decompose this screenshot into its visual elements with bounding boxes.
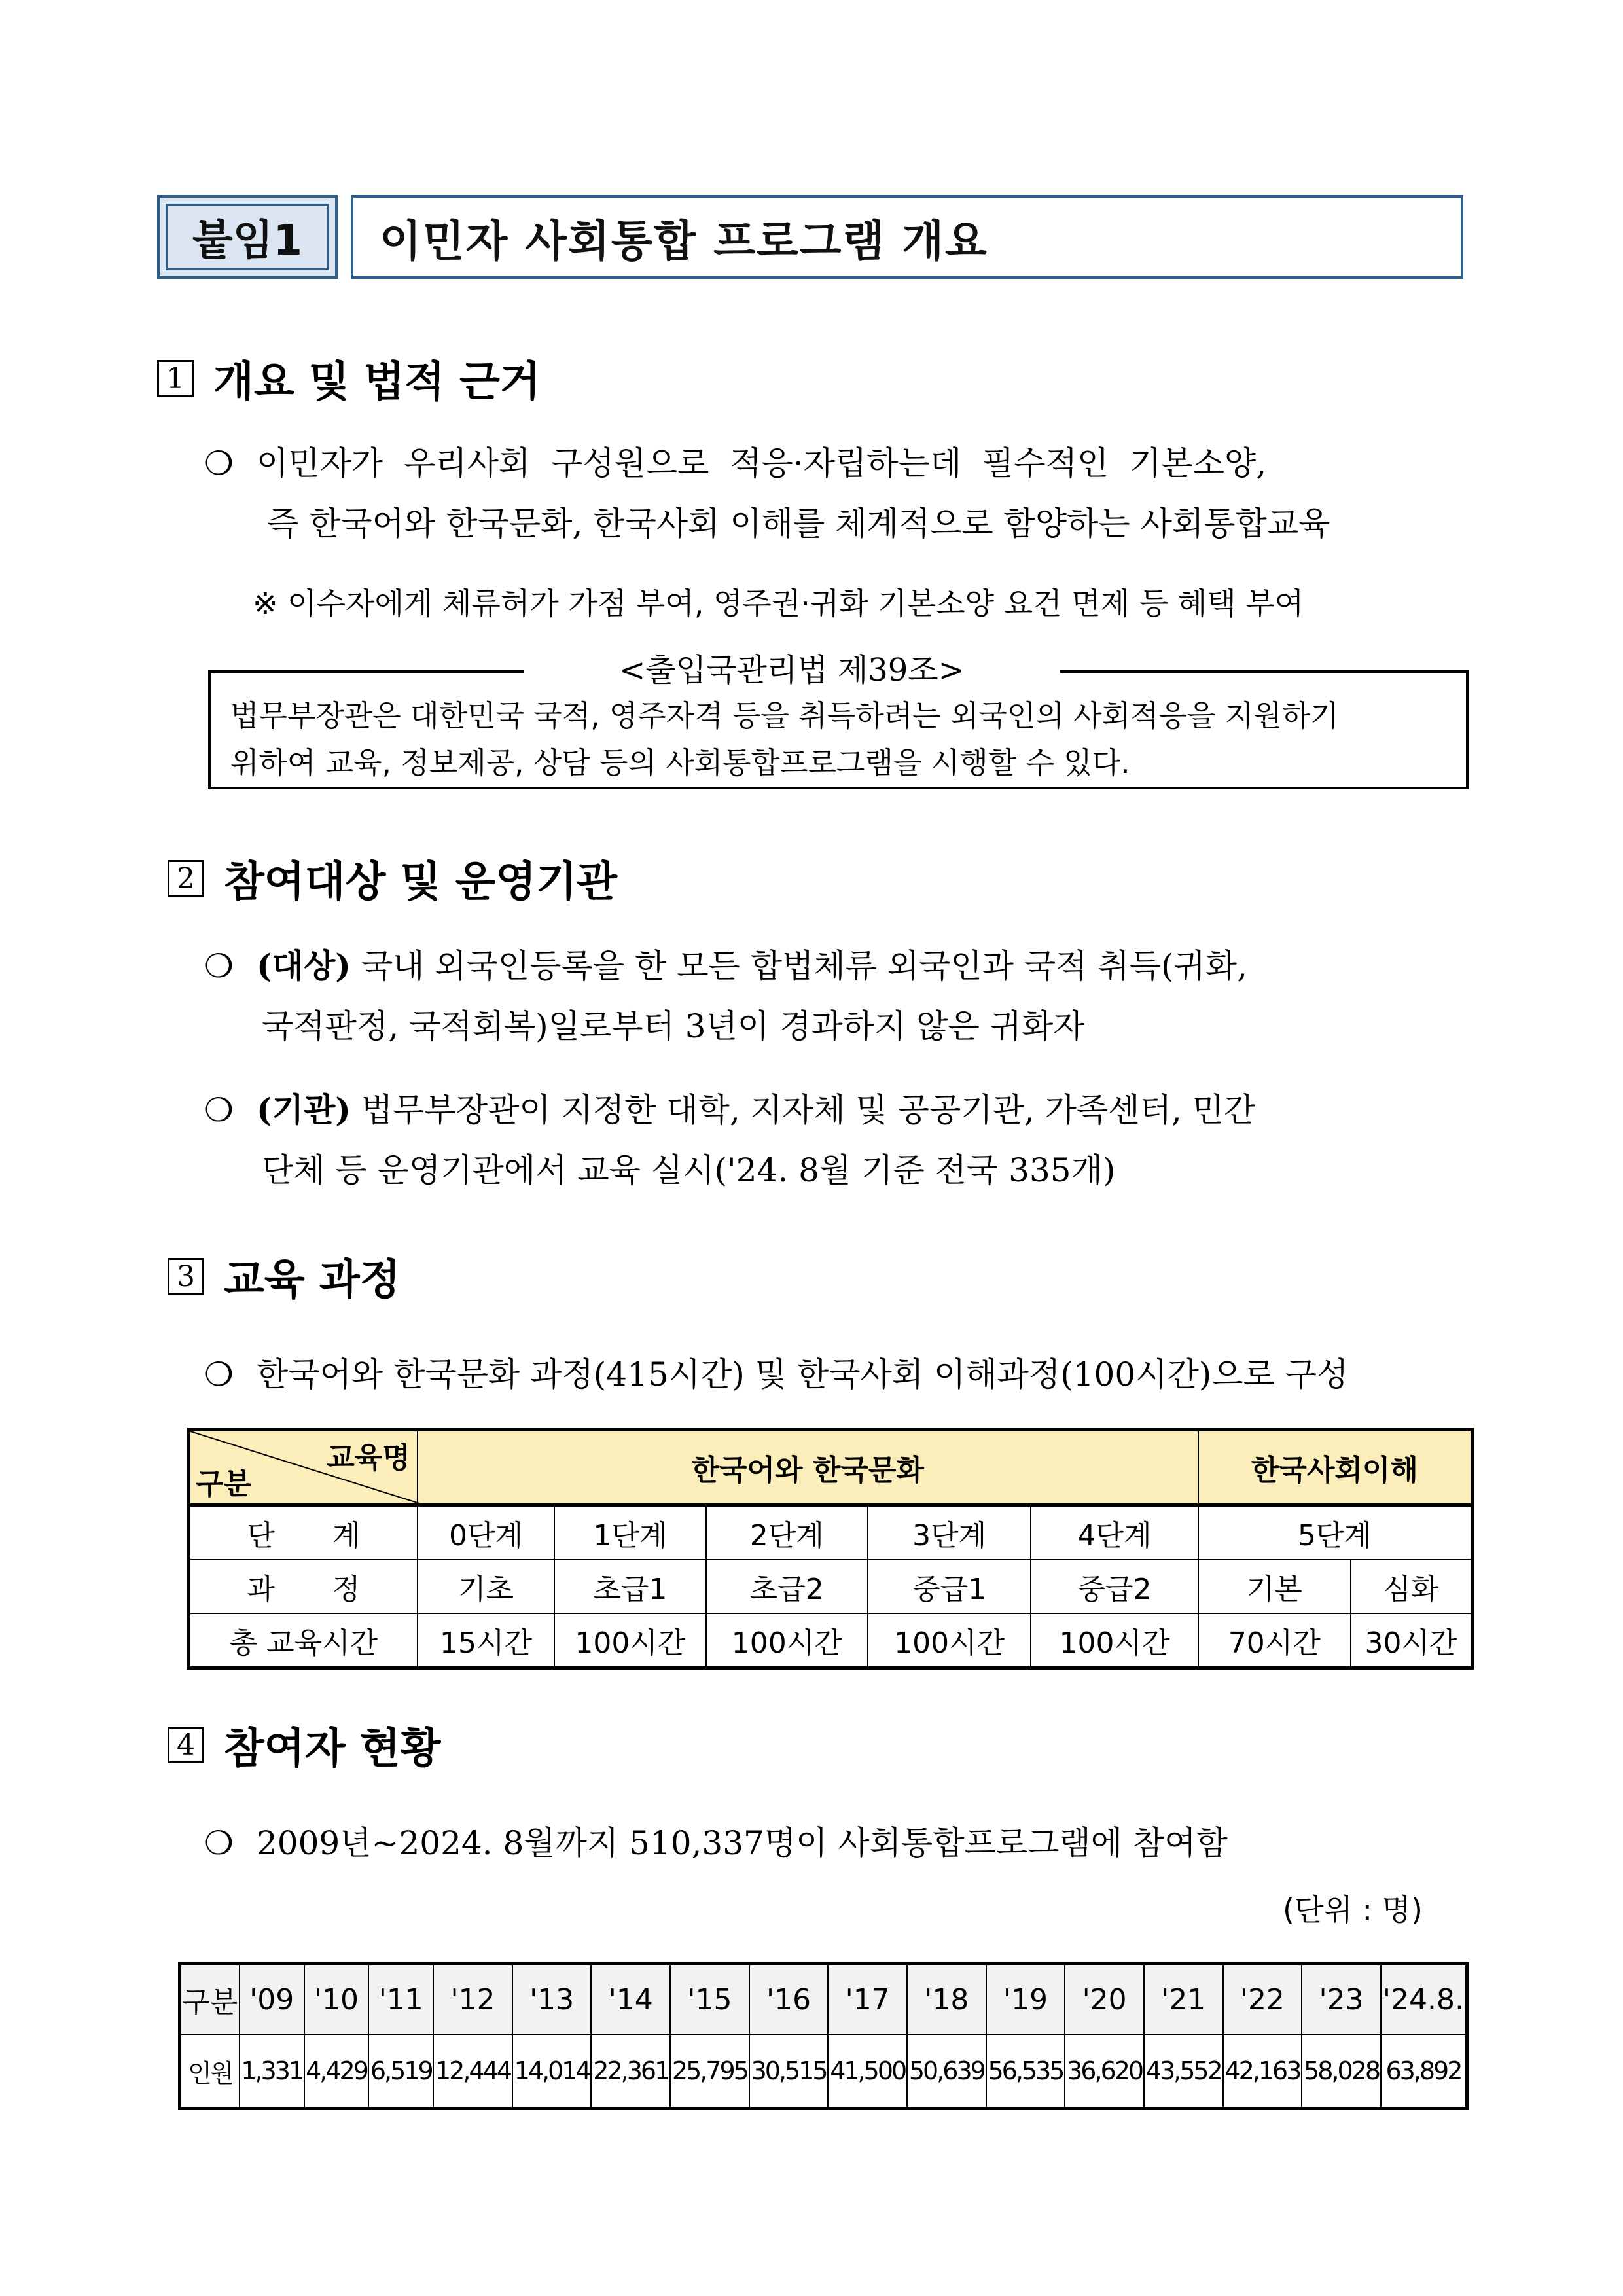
- s1-text-2: 즉 한국어와 한국문화, 한국사회 이해를 체계적으로 함양하는 사회통합교육: [267, 505, 1330, 543]
- year-cell: '17: [828, 1964, 907, 2035]
- table-cell: 100시간: [868, 1613, 1031, 1668]
- s4-text: 2009년~2024. 8월까지 510,337명이 사회통합프로그램에 참여함: [257, 1824, 1228, 1862]
- s3-text: 한국어와 한국문화 과정(415시간) 및 한국사회 이해과정(100시간)으로 구성: [257, 1355, 1349, 1393]
- section-title: 개요 및 법적 근거: [213, 358, 541, 406]
- table-cell: 심화: [1351, 1560, 1472, 1613]
- table-cell: 3단계: [868, 1505, 1031, 1560]
- table-cell: 15시간: [418, 1613, 554, 1668]
- s4-bullet: [204, 1817, 1228, 1864]
- count-cell: 4,429: [304, 2034, 369, 2109]
- table-cell: 0단계: [418, 1505, 554, 1560]
- count-cell: 58,028: [1302, 2034, 1381, 2109]
- count-cell: 6,519: [368, 2034, 433, 2109]
- participants-table: [178, 1962, 1469, 2110]
- count-cell: 36,620: [1065, 2034, 1144, 2109]
- s1-bullet-line-1: [204, 437, 1467, 484]
- table-row: [189, 1560, 1472, 1613]
- attachment-tag: 붙임1: [157, 195, 338, 279]
- section-2-heading: [168, 848, 617, 908]
- table-cell: 초급1: [554, 1560, 705, 1613]
- year-cell: '12: [433, 1964, 512, 2035]
- bullet-icon: ❍: [204, 947, 234, 985]
- year-cell: '16: [749, 1964, 829, 2035]
- year-cell: '22: [1223, 1964, 1302, 2035]
- table-row: [180, 2034, 1467, 2109]
- diagonal-header-cell: [189, 1430, 418, 1505]
- law-line-2: 위하여 교육, 정보제공, 상담 등의 사회통합프로그램을 시행할 수 있다.: [230, 745, 1130, 780]
- section-number: 4: [168, 1727, 204, 1763]
- s1-text-1: 이민자가 우리사회 구성원으로 적응·자립하는데 필수적인 기본소양,: [257, 444, 1267, 482]
- table-cell: 중급1: [868, 1560, 1031, 1613]
- year-cell: '18: [907, 1964, 986, 2035]
- section-number: 3: [168, 1258, 204, 1295]
- row-label: 총 교육시간: [189, 1613, 418, 1668]
- table-cell: 5단계: [1198, 1505, 1472, 1560]
- s2-b2-label: (기관): [257, 1090, 351, 1129]
- section-3-heading: [168, 1246, 401, 1306]
- unit-label: (단위 : 명): [1283, 1892, 1423, 1928]
- year-cell: '14: [591, 1964, 670, 2035]
- table-cell: 100시간: [1031, 1613, 1198, 1668]
- bullet-icon: ❍: [204, 1355, 234, 1393]
- section-title: 참여대상 및 운영기관: [224, 858, 617, 906]
- count-cell: 25,795: [670, 2034, 749, 2109]
- s2-bullet-2: [204, 1084, 1255, 1131]
- table-cell: 초급2: [706, 1560, 868, 1613]
- count-cell: 56,535: [986, 2034, 1065, 2109]
- year-cell: '13: [512, 1964, 592, 2035]
- table-cell: 기초: [418, 1560, 554, 1613]
- year-cell: '11: [368, 1964, 433, 2035]
- section-4-heading: [168, 1715, 440, 1775]
- table-cell: 1단계: [554, 1505, 705, 1560]
- count-cell: 14,014: [512, 2034, 592, 2109]
- year-cell: '09: [240, 1964, 304, 2035]
- year-cell: '20: [1065, 1964, 1144, 2035]
- count-cell: 30,515: [749, 2034, 829, 2109]
- section-1-heading: [157, 348, 541, 408]
- count-cell: 42,163: [1223, 2034, 1302, 2109]
- count-cell: 1,331: [240, 2034, 304, 2109]
- table-cell: 100시간: [554, 1613, 705, 1668]
- section-title: 참여자 현황: [224, 1725, 441, 1773]
- s2-b2-text-2: 단체 등 운영기관에서 교육 실시('24. 8월 기준 전국 335개): [262, 1151, 1116, 1189]
- group-header-society: 한국사회이해: [1198, 1430, 1472, 1505]
- section-number: 2: [168, 860, 204, 897]
- page-title: 이민자 사회통합 프로그램 개요: [351, 195, 1463, 279]
- table-row: [180, 1964, 1467, 2035]
- year-cell: '15: [670, 1964, 749, 2035]
- count-cell: 63,892: [1381, 2034, 1467, 2109]
- year-cell: '21: [1144, 1964, 1223, 2035]
- row-label: 단 계: [189, 1505, 418, 1560]
- section-title: 교육 과정: [224, 1256, 401, 1304]
- row-label: 구분: [180, 1964, 240, 2035]
- count-cell: 43,552: [1144, 2034, 1223, 2109]
- diag-bottom-label: 구분: [196, 1467, 252, 1501]
- count-cell: 12,444: [433, 2034, 512, 2109]
- table-cell: 4단계: [1031, 1505, 1198, 1560]
- s2-b1-label: (대상): [257, 946, 351, 985]
- year-cell: '10: [304, 1964, 369, 2035]
- s2-b1-text-2: 국적판정, 국적회복)일로부터 3년이 경과하지 않은 귀화자: [262, 1007, 1085, 1045]
- law-line-1: 법무부장관은 대한민국 국적, 영주자격 등을 취득하려는 외국인의 사회적응을 지원하기: [230, 698, 1339, 733]
- table-cell: 70시간: [1198, 1613, 1351, 1668]
- table-cell: 중급2: [1031, 1560, 1198, 1613]
- year-cell: '23: [1302, 1964, 1381, 2035]
- count-cell: 22,361: [591, 2034, 670, 2109]
- bullet-icon: ❍: [204, 444, 234, 482]
- count-cell: 41,500: [828, 2034, 907, 2109]
- year-cell: '24.8.: [1381, 1964, 1467, 2035]
- table-cell: 100시간: [706, 1613, 868, 1668]
- law-title: <출입국관리법 제39조>: [524, 645, 1060, 690]
- bullet-icon: ❍: [204, 1824, 234, 1862]
- row-label: 과 정: [189, 1560, 418, 1613]
- curriculum-table: [187, 1428, 1474, 1670]
- s1-note: ※ 이수자에게 체류허가 가점 부여, 영주권·귀화 기본소양 요건 면제 등 혜택 부여: [253, 586, 1304, 621]
- year-cell: '19: [986, 1964, 1065, 2035]
- bullet-icon: ❍: [204, 1091, 234, 1129]
- group-header-korean: 한국어와 한국문화: [418, 1430, 1198, 1505]
- count-cell: 50,639: [907, 2034, 986, 2109]
- section-number: 1: [157, 360, 194, 397]
- table-cell: 2단계: [706, 1505, 868, 1560]
- row-label: 인원: [180, 2034, 240, 2109]
- s2-b2-text-1: 법무부장관이 지정한 대학, 지자체 및 공공기관, 가족센터, 민간: [350, 1091, 1256, 1129]
- table-row: [189, 1613, 1472, 1668]
- table-cell: 기본: [1198, 1560, 1351, 1613]
- diag-top-label: 교육명: [327, 1441, 410, 1475]
- s2-b1-text-1: 국내 외국인등록을 한 모든 합법체류 외국인과 국적 취득(귀화,: [350, 947, 1247, 985]
- table-cell: 30시간: [1351, 1613, 1472, 1668]
- table-row: [189, 1505, 1472, 1560]
- s3-bullet: [204, 1348, 1348, 1395]
- s2-bullet-1: [204, 940, 1247, 987]
